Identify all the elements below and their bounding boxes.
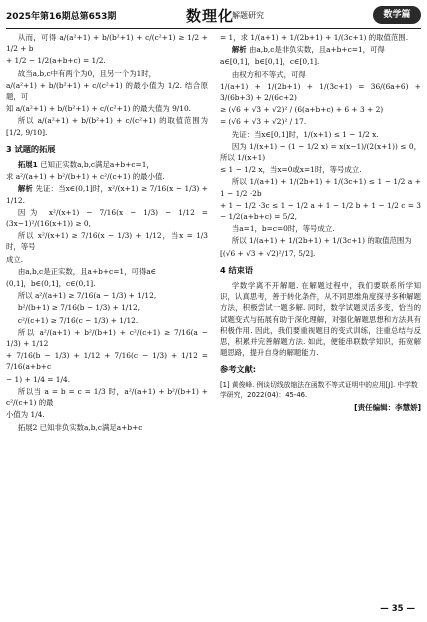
journal-title: 数理化 (186, 7, 235, 25)
solution-label: 解析 (231, 45, 247, 55)
extension-label: 拓展1 (17, 160, 38, 170)
column-name: 解题研究 (232, 11, 264, 20)
solution-text: 由a,b,c是非负实数，且a+b+c=1，可得 (248, 45, 385, 55)
paragraph: 从而，可得 a/(a²+1) + b/(b²+1) + c/(c²+1) ≥ 1/2 + 1/2 + b (6, 33, 208, 54)
equation: 所以 a²/(a+1) ≥ 7/16(a − 1/3) + 1/12, (17, 291, 157, 301)
equation: c²/(c+1) ≥ 7/16(c − 1/3) + 1/12. (17, 315, 139, 325)
extension-text: 已知正实数a,b,c满足a+b+c=1， (40, 160, 154, 170)
paragraph: 所以 x²/(x+1) ≥ 7/16(x − 1/3) + 1/12，当x = 1/3时，等号 (6, 231, 208, 252)
issue-number: 2025年第16期总第653期 (6, 12, 117, 22)
paragraph: 故当a,b,c中有两个为0，且另一个为1时， (17, 68, 157, 78)
paragraph: 小值为 1/4. (6, 410, 45, 420)
section-heading-3: 3 试题的拓展 (6, 143, 56, 154)
conclusion-paragraph: 学数学离不开解题. 在解题过程中，我们要联系所学知识，认真思考，善于转化条件，从不同思维角度探寻多种解题方法，积极尝试一题多解. 同时，数学试题灵活多变，恰当的试题变式与拓展有助于深化理解，对强化解题思想和方法具有积极作用. 因此，我们要重视题目的变式训练，注重总结与反思，积累并完善解题方法. 如此，便能串联数学知识，拓宽解题思路，提升自身的解题能力. (220, 281, 421, 358)
paragraph: + 1/2 − 1/2(a+b+c) = 1/2. (6, 56, 106, 66)
page-number: — 35 — (380, 604, 415, 614)
section-badge-label: 数学篇 (383, 10, 411, 20)
equation: + 7/16(b − 1/3) + 1/12 + 7/16(c − 1/3) + 1/12 = 7/16(a+b+c (6, 351, 208, 372)
solution (220, 44, 421, 55)
solution-text: 先证：当x∈(0,1]时，x²/(x+1) ≥ 7/16(x − 1/3) + 1/12. (6, 184, 208, 205)
solution-label: 解析 (17, 184, 33, 194)
paragraph: 所以 a/(a²+1) + b/(b²+1) + c/(c²+1) 的取值范围为 [1/2, 9/10]. (6, 116, 208, 137)
paragraph: 由权方和不等式，可得 (231, 69, 306, 79)
paragraph: 由a,b,c是正实数，且a+b+c=1，可得a∈ (17, 266, 157, 276)
paragraph: = 1，求 1/(a+1) + 1/(2b+1) + 1/(3c+1) 的取值范围. (220, 33, 409, 42)
extension-2: 拓展2 已知非负实数a,b,c满足a+b+c (17, 422, 143, 432)
paragraph: a∈[0,1]，b∈[0,1]，c∈[0,1]. (220, 57, 320, 67)
page-header (6, 4, 421, 29)
paragraph: 因为 1/(x+1) − (1 − 1/2 x) = x(x−1)/(2(x+1)) ≤ 0，所以 1/(x+1) (220, 141, 421, 163)
left-column (6, 32, 208, 434)
paragraph: ≤ 1 − 1/2 x，当x=0或x=1时，等号成立. (220, 165, 362, 175)
reference-item: [1] 黄俊峰. 例谈切线放缩法在函数不等式证明中的应用[J]. 中学数学研究，2022(04)：45-46. (220, 380, 418, 399)
equation: 1/(a+1) + 1/(2b+1) + 1/(3c+1) = 36/(6a+6) + 3/(6b+3) + 2/(6c+2) (220, 81, 421, 103)
equation: − 1) + 1/4 = 1/4. (6, 374, 71, 384)
equation: + 1 − 1/2 ·3c ≤ 1 − 1/2 a + 1 − 1/2 b + 1 − 1/2 c = 3 − 1/2(a+b+c) = 5/2, (220, 200, 421, 222)
equation: = (√6 + √3 + √2)² / 17. (220, 117, 307, 127)
solution (6, 183, 208, 205)
paragraph: 先证：当x∈[0,1]时，1/(x+1) ≤ 1 − 1/2 x. (231, 129, 379, 139)
extension-1 (6, 159, 208, 170)
paragraph: [(√6 + √3 + √2)²/17, 5/2]. (220, 248, 316, 258)
equation: ≥ (√6 + √3 + √2)² / (6(a+b+c) + 6 + 3 + 2) (220, 105, 384, 115)
section-heading-4: 4 结束语 (220, 264, 254, 275)
editor-note: [责任编辑：李慧娇] (354, 402, 421, 412)
paragraph: 当a=1，b=c=0时，等号成立. (231, 224, 335, 234)
paragraph: 所以 1/(a+1) + 1/(2b+1) + 1/(3c+1) 的取值范围为 (231, 236, 412, 246)
paragraph: a/(a²+1) + b/(b²+1) + c/(c²+1) 的最小值为 1/2. 结合原题，可 (6, 80, 208, 102)
paragraph: 因为 x²/(x+1) − 7/16(x − 1/3) − 1/12 = (3x−1)²/(16(x+1)) ≥ 0, (6, 207, 208, 229)
right-column (220, 32, 421, 413)
equation: b²/(b+1) ≥ 7/16(b − 1/3) + 1/12, (17, 303, 141, 313)
paragraph: (0,1]，b∈(0,1]，c∈(0,1]. (6, 279, 96, 289)
paragraph: 知 a/(a²+1) + b/(b²+1) + c/(c²+1) 的最大值为 9/10. (6, 104, 192, 114)
equation: 所以 1/(a+1) + 1/(2b+1) + 1/(3c+1) ≤ 1 − 1/2 a + 1 − 1/2 ·2b (220, 177, 421, 198)
paragraph: 所以当 a = b = c = 1/3 时，a²/(a+1) + b²/(b+1) + c²/(c+1) 的最 (6, 386, 208, 408)
references-title: 参考文献: (220, 364, 257, 375)
section-badge (373, 6, 421, 24)
equation: 所以 a²/(a+1) + b²/(b+1) + c²/(c+1) ≥ 7/16(a − 1/3) + 1/12 (6, 327, 208, 349)
paragraph: 成立. (6, 254, 24, 264)
paragraph: 求 a²/(a+1) + b²/(b+1) + c²/(c+1) 的最小值. (6, 172, 165, 182)
